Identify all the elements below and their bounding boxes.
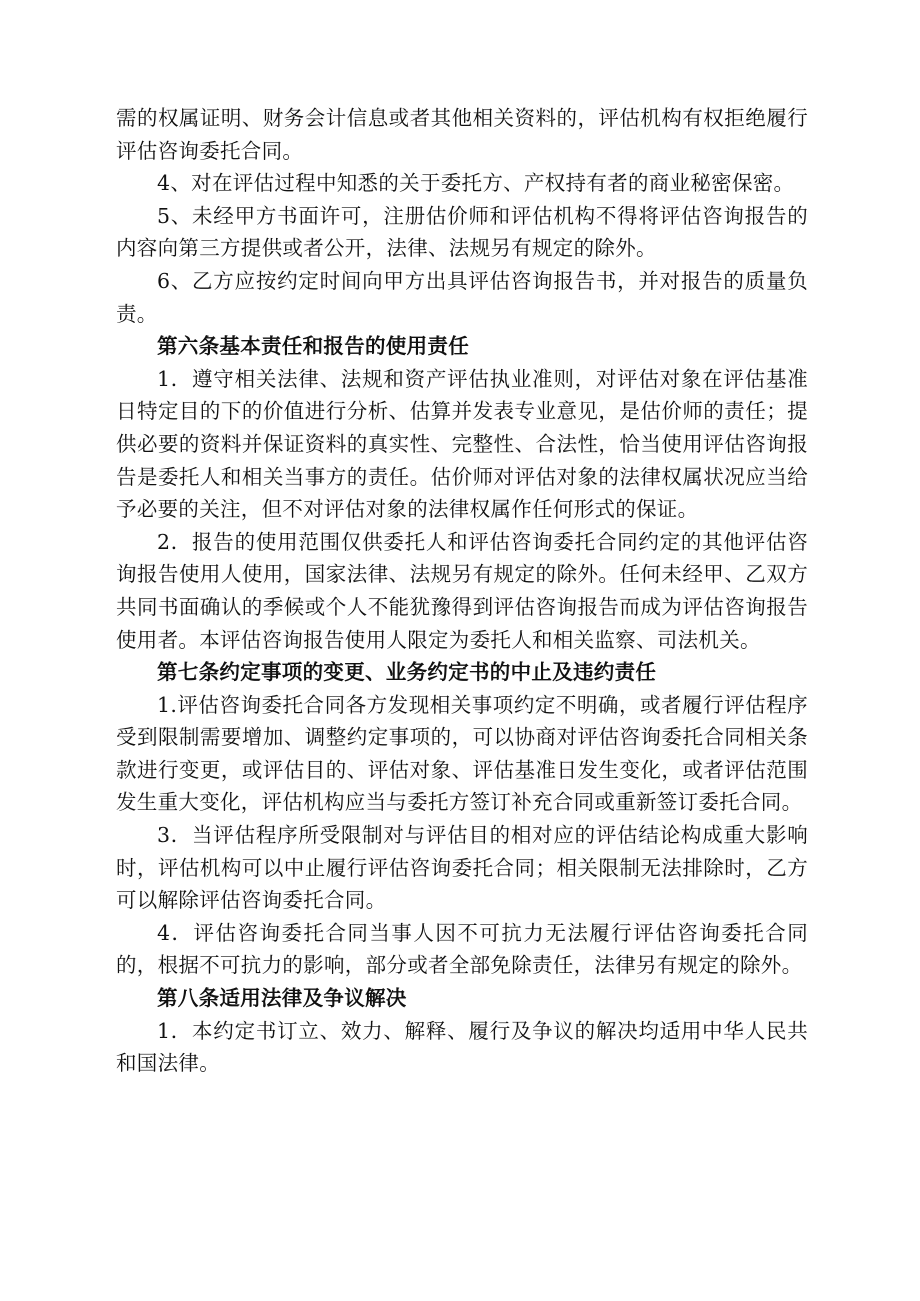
paragraph-article-7-item-3: 3．当评估程序所受限制对与评估目的相对应的评估结论构成重大影响时，评估机构可以中止履行评估咨询委托合同；相关限制无法排除时，乙方可以解除评估咨询委托合同。	[116, 823, 808, 913]
paragraph-continuation: 需的权属证明、财务会计信息或者其他相关资料的，评估机构有权拒绝履行评估咨询委托合同。	[116, 106, 808, 163]
section-heading-article-6: 第六条基本责任和报告的使用责任	[157, 334, 469, 359]
paragraph-item-5: 5、未经甲方书面许可，注册估价师和评估机构不得将评估咨询报告的内容向第三方提供或者公开，法律、法规另有规定的除外。	[116, 203, 808, 261]
section-heading-article-7: 第七条约定事项的变更、业务约定书的中止及违约责任	[157, 660, 657, 685]
paragraph-article-6-item-2: 2．报告的使用范围仅供委托人和评估咨询委托合同约定的其他评估咨询报告使用人使用，国家法律、法规另有规定的除外。任何未经甲、乙双方共同书面确认的季候或个人不能犹豫得到评估咨询报告而成为评估咨询报告使用者。本评估咨询报告使用人限定为委托人和相关监察、司法机关。	[116, 529, 808, 652]
paragraph-article-6-item-1: 1．遵守相关法律、法规和资产评估执业准则，对评估对象在评估基准日特定目的下的价值进行分析、估算并发表专业意见，是估价师的责任；提供必要的资料并保证资料的真实性、完整性、合法性，恰当使用评估咨询报告是委托人和相关当事方的责任。估价师对评估对象的法律权属状况应当给予必要的关注，但不对评估对象的法律权属作任何形式的保证。	[116, 366, 808, 522]
paragraph-article-7-item-4: 4．评估咨询委托合同当事人因不可抗力无法履行评估咨询委托合同的，根据不可抗力的影响，部分或者全部免除责任，法律另有规定的除外。	[116, 920, 808, 978]
section-heading-article-8: 第八条适用法律及争议解决	[157, 986, 407, 1011]
document-page	[116, 102, 808, 1080]
paragraph-item-4: 4、对在评估过程中知悉的关于委托方、产权持有者的商业秘密保密。	[157, 171, 795, 196]
paragraph-article-8-item-1: 1．本约定书订立、效力、解释、履行及争议的解决均适用中华人民共和国法律。	[116, 1018, 808, 1076]
paragraph-article-7-item-1: 1.评估咨询委托合同各方发现相关事项约定不明确，或者履行评估程序受到限制需要增加、调整约定事项的，可以协商对评估咨询委托合同相关条款进行变更，或评估目的、评估对象、评估基准日发生变化，或者评估范围发生重大变化，评估机构应当与委托方签订补充合同或重新签订委托合同。	[116, 692, 808, 815]
paragraph-item-6: 6、乙方应按约定时间向甲方出具评估咨询报告书，并对报告的质量负责。	[116, 268, 808, 326]
